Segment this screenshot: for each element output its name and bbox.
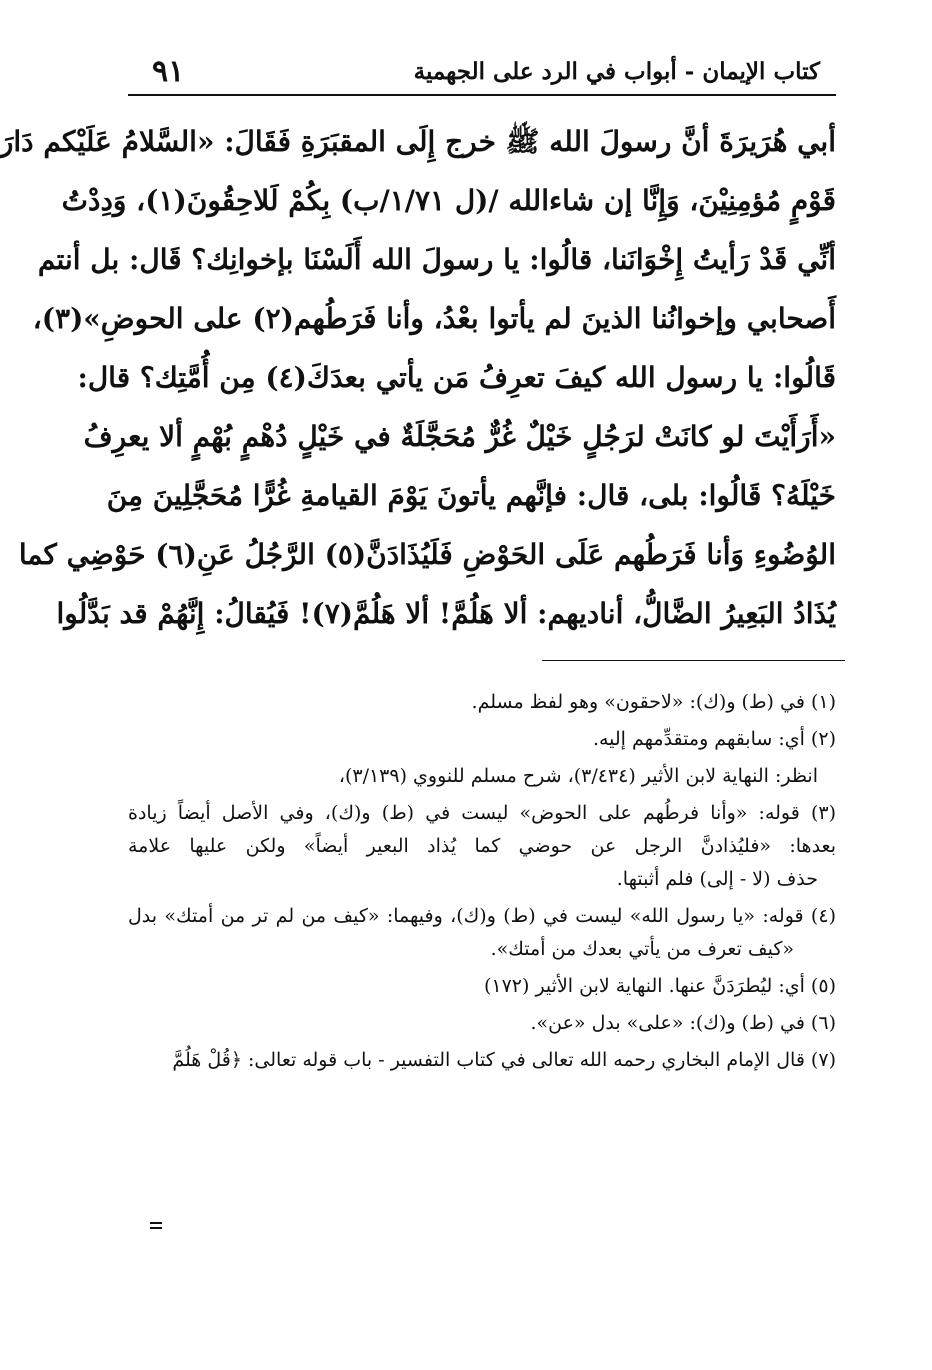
- footnote-line: انظر: النهاية لابن الأثير (٣/٤٣٤)، شرح مسلم للنووي (٣/١٣٩)،: [338, 765, 818, 787]
- footnote-line: (٢) أي: سابقهم ومتقدِّمهم إليه.: [592, 728, 836, 750]
- footnote-line: (٤) قوله: «يا رسول الله» ليست في (ط) و(ك)، وفيهما: «كيف من لم تر من أمتك» بدل: [128, 905, 836, 927]
- footnote-line: (٣) قوله: «وأنا فرطُهم على الحوض» ليست في (ط) و(ك)، وفي الأصل أيضاً زيادة: [128, 802, 836, 824]
- footnote-line: (٧) قال الإمام البخاري رحمه الله تعالى في كتاب التفسير - باب قوله تعالى: ﴿قُلْ هَلُمَّ: [172, 1049, 836, 1071]
- page-header: [142, 52, 832, 96]
- main-text-line: الوُضُوءِ وَأنا فَرَطُهم عَلَى الحَوْضِ فَلَيُذَادَنَّ(٥) الرَّجُلُ عَنِ(٦) حَوْضِي كما: [18, 538, 836, 571]
- main-text-line: أبي هُرَيرَةَ أنَّ رسولَ الله ﷺ خرج إِلَى المقبَرَةِ فَقَالَ: «السَّلامُ عَلَيْكم دَارَ: [0, 125, 836, 158]
- footnote-line: «كيف تعرف من يأتي بعدك من أمتك».: [490, 938, 794, 960]
- footnote-line: (١) في (ط) و(ك): «لاحقون» وهو لفظ مسلم.: [471, 691, 836, 713]
- main-text-line: «أَرَأَيْتَ لو كانَتْ لرَجُلٍ خَيْلٌ غُرٌّ مُحَجَّلَةٌ في خَيْلٍ دُهْمٍ بُهْمٍ ألا يعرِفُ: [83, 420, 836, 453]
- main-text-line: يُذَادُ البَعِيرُ الضَّالُّ، أناديهم: ألا هَلُمَّ! ألا هَلُمَّ(٧)! فَيُقالُ: إِنَّهُمْ قد بَدَّلُوا: [56, 597, 836, 630]
- page-number: ٩١: [152, 54, 185, 89]
- main-text-line: أنِّي قَدْ رَأيتُ إِخْوَانَنا، قالُوا: يا رسولَ الله أَلَسْنَا بإخوانِك؟ قَال: بل أنتم: [37, 243, 836, 276]
- header-rule: [128, 94, 836, 96]
- main-text-line: قَوْمٍ مُؤمِنِيْنَ، وَإِنَّا إن شاءالله /(ل ١/٧١/ب) بِكُمْ لَلاحِقُونَ(١)، وَدِدْتُ: [61, 184, 836, 217]
- main-text: [0, 112, 836, 648]
- footnotes: [128, 686, 836, 1077]
- main-text-line: خَيْلَهُ؟ قَالُوا: بلى، قال: فإنَّهم يأتونَ يَوْمَ القيامةِ غُرًّا مُحَجَّلِينَ مِنَ: [106, 479, 836, 512]
- continuation-mark: [150, 1222, 162, 1232]
- footnote-line: (٦) في (ط) و(ك): «على» بدل «عن».: [530, 1012, 836, 1034]
- footnote-separator: [542, 660, 845, 661]
- footnote-line: حذف (لا - إلى) فلم أثبتها.: [616, 868, 818, 890]
- main-text-line: أَصحابي وإخوانُنا الذينَ لم يأتوا بعْدُ، وأنا فَرَطُهم(٢) على الحوضِ»(٣)،: [32, 302, 836, 335]
- footnote-line: (٥) أي: ليُطرَدَنَّ عنها. النهاية لابن الأثير (١٧٢): [483, 975, 836, 997]
- main-text-line: قَالُوا: يا رسول الله كيفَ تعرِفُ مَن يأتي بعدَكَ(٤) مِن أُمَّتِك؟ قال:: [77, 361, 836, 394]
- running-title: كتاب الإيمان - أبواب في الرد على الجهمية: [413, 58, 820, 85]
- footnote-line: بعدها: «فليُذادنَّ الرجل عن حوضي كما يُذاد البعير أيضاً» ولكن عليها علامة: [128, 835, 836, 857]
